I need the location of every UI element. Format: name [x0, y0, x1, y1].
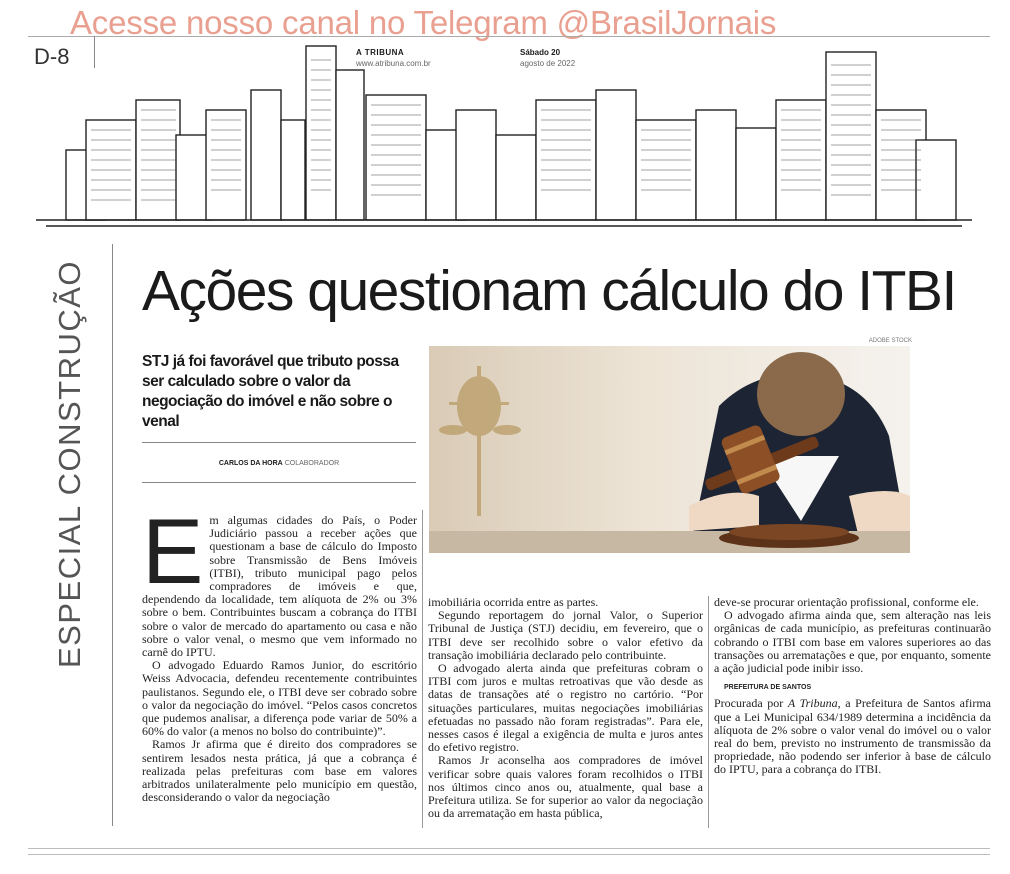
publication-url: www.atribuna.com.br — [356, 59, 431, 68]
dateline — [520, 48, 575, 68]
paragraph: Ramos Jr afirma que é direito dos compradores se sentirem lesados nesta prática, já que a cobrança é realizada pelas prefeituras com base em valores arbitrados unilateralmente pelo município em questão, desconsiderando o valor da negociação — [142, 737, 417, 805]
paragraph: imobiliária ocorrida entre as partes. — [428, 595, 599, 609]
article-headline: Ações questionam cálculo do ITBI — [142, 259, 956, 323]
text-run: , a Prefeitura de Santos afirma que a Lei Municipal 634/1989 determina a incidência da alíquota de 2% sobre o valor venal do imóvel ou o valor real do bem, previsto no instrumento de transmissão da propriedade, não podendo ser inferior à base de cálculo do IPTU, para a cobrança do ITBI. — [714, 696, 991, 777]
article-column-3 — [714, 596, 991, 777]
newspaper-name: A Tribuna — [787, 696, 838, 711]
header-rule — [28, 36, 990, 37]
publication-name: A TRIBUNA — [356, 48, 405, 57]
column-divider-1 — [422, 510, 423, 828]
article-column-2 — [428, 596, 703, 820]
paragraph: Ramos Jr aconselha aos compradores de imóvel verificar sobre quais valores foram recolhidos o ITBI nos últimos cinco anos ou, atualmente, qual base a Prefeitura utiliza. Se for superior ao valor da negociação ou da arrematação em hasta pública, — [428, 753, 703, 821]
paragraph: O advogado alerta ainda que prefeituras cobram o ITBI com juros e multas retroativas que vão desde as datas de transações até o registro no cartório. “Por situações particulares, muitas negociações imobiliárias efetuadas no passado não foram registradas”. Para ele, nesses casos é ilegal a exigência de multa e juros antes do efetivo registro. — [428, 661, 703, 755]
subsection-heading: PREFEITURA DE SANTOS — [724, 684, 812, 692]
section-label: ESPECIAL CONSTRUÇÃO — [52, 259, 87, 668]
paragraph: deve-se procurar orientação profissional, conforme ele. — [714, 595, 979, 609]
telegram-watermark: Acesse nosso canal no Telegram @BrasilJornais — [70, 4, 777, 41]
byline-role: COLABORADOR — [284, 460, 340, 467]
text-run: Procurada por — [714, 696, 788, 711]
footer-rule — [28, 848, 990, 849]
date-month-year: agosto de 2022 — [520, 59, 576, 68]
paragraph: O advogado Eduardo Ramos Junior, do escritório Weiss Advocacia, defendeu recentemente contribuintes paulistanos. Segundo ele, o ITBI deve ser cobrado sobre o valor da negociação do imóvel. “Pelos casos concretos que pudemos analisar, a diferença pode variar de 50% a 60% do valor (a menos no bolso do contribuinte)”. — [142, 658, 417, 739]
section-rule — [112, 244, 113, 826]
byline — [142, 460, 416, 467]
drop-cap: E — [142, 501, 204, 603]
date-day: Sábado 20 — [520, 48, 561, 57]
gavel-photo — [429, 346, 910, 553]
column-divider-2 — [708, 596, 709, 828]
article-subhead: STJ já foi favorável que tributo possa ser calculado sobre o valor da negociação do imóvel e não sobre o venal — [142, 353, 399, 430]
paragraph — [714, 697, 991, 776]
article-column-1 — [142, 501, 417, 805]
footer-rule — [28, 854, 990, 855]
city-skyline-illustration — [36, 40, 972, 230]
photo-credit: ADOBE STOCK — [868, 338, 912, 344]
paragraph: m algumas cidades do País, o Poder Judiciário passou a receber ações que questionam a base de cálculo do Imposto sobre Transmissão de Bens Imóveis (ITBI), tributo municipal pago pelos compradores de imóveis e que, dependendo da localidade, tem alíquota de 2% ou 3% sobre o bem. Contribuintes buscam a cobrança do ITBI sobre o valor de mercado do apartamento ou casa e não sobre o valor venal, o mesmo que vem informado no carnê do IPTU. — [142, 513, 417, 660]
paragraph: Segundo reportagem do jornal Valor, o Superior Tribunal de Justiça (STJ) decidiu, em fevereiro, que o ITBI deve ser recolhido sobre o valor efetivo da transação imobiliária declarado pelo contribuinte. — [428, 608, 703, 662]
subhead-rule-top — [142, 442, 416, 443]
byline-name: CARLOS DA HORA — [218, 460, 283, 467]
subhead-rule-bottom — [142, 482, 416, 483]
masthead — [356, 48, 431, 68]
paragraph: O advogado afirma ainda que, sem alteração nas leis orgânicas de cada município, as prefeituras continuarão cobrando o ITBI com base em valores superiores ao das transações ou arrematações e que, por enquanto, somente a ação judicial pode inibir isso. — [714, 608, 991, 676]
page-number: D-8 — [34, 44, 70, 69]
